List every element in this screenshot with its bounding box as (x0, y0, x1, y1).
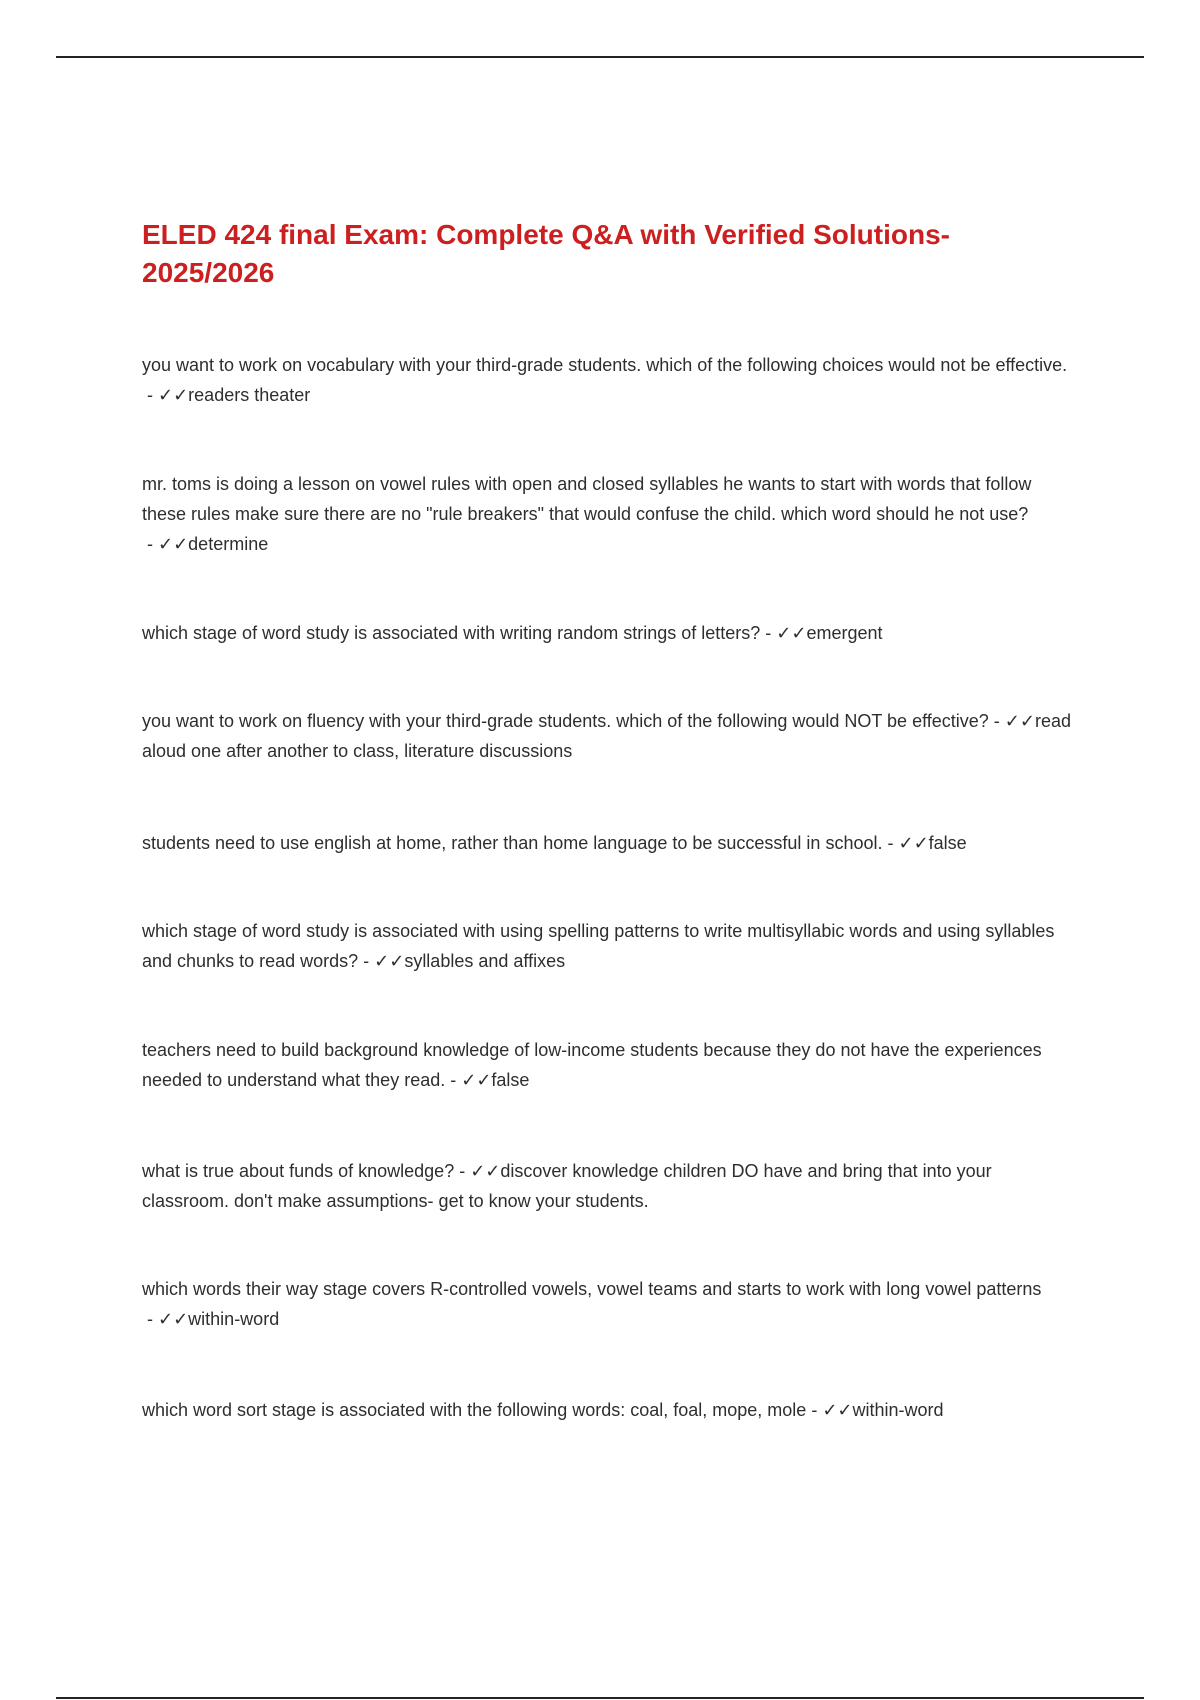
separator: - (806, 1400, 823, 1420)
bottom-rule (56, 1697, 1144, 1699)
qa-item-7 (142, 1035, 1072, 1095)
answer-text: false (928, 833, 967, 853)
separator: - (142, 385, 158, 405)
separator: - (445, 1070, 462, 1090)
answer-text: within-word (188, 1309, 280, 1329)
qa-item-4 (142, 706, 1072, 766)
check-mark-icon: ✓✓ (158, 1309, 189, 1329)
answer-text: emergent (806, 623, 883, 643)
answer-text: determine (188, 534, 269, 554)
separator: - (760, 623, 777, 643)
separator: - (142, 1309, 158, 1329)
check-mark-icon: ✓✓ (822, 1400, 853, 1420)
check-mark-icon: ✓✓ (1004, 711, 1035, 731)
answer-text: within-word (852, 1400, 944, 1420)
answer-text: syllables and affixes (404, 951, 566, 971)
top-rule (56, 56, 1144, 58)
check-mark-icon: ✓✓ (158, 534, 189, 554)
answer-text: read aloud one after another to class, literature discussions (142, 711, 1071, 761)
question-text: which stage of word study is associated with using spelling patterns to write multisyllabic words and using syllables and chunks to read words? (142, 921, 1055, 971)
check-mark-icon: ✓✓ (470, 1161, 501, 1181)
question-text: mr. toms is doing a lesson on vowel rules with open and closed syllables he wants to start with words that follow these rules make sure there are no "rule breakers" that would confuse the child. which word should he not use? (142, 474, 1032, 524)
question-text: you want to work on vocabulary with your third-grade students. which of the following choices would not be effective. (142, 355, 1068, 375)
question-text: which word sort stage is associated with the following words: coal, foal, mope, mole (142, 1400, 807, 1420)
qa-item-6 (142, 916, 1072, 976)
question-text: students need to use english at home, rather than home language to be successful in school. (142, 833, 883, 853)
question-text: what is true about funds of knowledge? (142, 1161, 455, 1181)
qa-item-2 (142, 469, 1072, 559)
document-title: ELED 424 final Exam: Complete Q&A with Verified Solutions-2025/2026 (142, 219, 950, 288)
separator: - (454, 1161, 471, 1181)
qa-item-1 (142, 350, 1072, 410)
check-mark-icon: ✓✓ (776, 623, 807, 643)
qa-item-9 (142, 1274, 1072, 1334)
answer-text: false (491, 1070, 530, 1090)
separator: - (882, 833, 899, 853)
qa-item-8 (142, 1156, 1072, 1216)
qa-item-10 (142, 1395, 1072, 1425)
check-mark-icon: ✓✓ (898, 833, 929, 853)
separator: - (358, 951, 375, 971)
check-mark-icon: ✓✓ (374, 951, 405, 971)
separator: - (988, 711, 1005, 731)
question-text: teachers need to build background knowledge of low-income students because they do not have the experiences needed to understand what they read. (142, 1040, 1042, 1090)
check-mark-icon: ✓✓ (461, 1070, 492, 1090)
check-mark-icon: ✓✓ (158, 385, 189, 405)
qa-item-3 (142, 618, 1072, 648)
question-text: which words their way stage covers R-controlled vowels, vowel teams and starts to work with long vowel patterns (142, 1279, 1042, 1299)
question-text: which stage of word study is associated with writing random strings of letters? (142, 623, 761, 643)
answer-text: readers theater (188, 385, 311, 405)
separator: - (142, 534, 158, 554)
qa-item-5 (142, 828, 1072, 858)
question-text: you want to work on fluency with your third-grade students. which of the following would NOT be effective? (142, 711, 989, 731)
answer-text: discover knowledge children DO have and bring that into your classroom. don't make assumptions- get to know your students. (142, 1161, 992, 1211)
